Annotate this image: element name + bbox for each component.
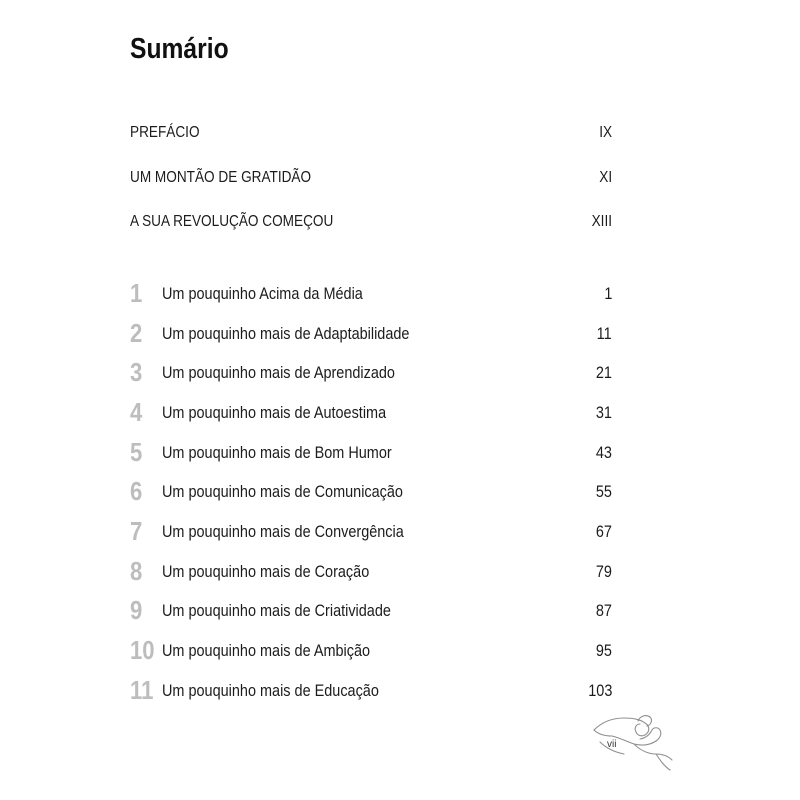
front-matter-item	[130, 200, 612, 245]
chapter-title: Um pouquinho mais de Autoestima	[162, 402, 387, 422]
chapter-number: 6	[130, 476, 143, 507]
chapter-title: Um pouquinho mais de Criatividade	[162, 601, 391, 621]
chapter-title: Um pouquinho mais de Comunicação	[162, 482, 403, 502]
hand-sketch-icon	[590, 708, 676, 774]
chapter-page: 55	[595, 482, 612, 502]
chapter-title: Um pouquinho mais de Convergência	[162, 521, 404, 541]
chapter-number: 5	[130, 436, 143, 467]
chapter-item	[130, 353, 612, 393]
footer-page-number: vii	[607, 739, 617, 750]
front-matter-list	[130, 111, 612, 245]
chapter-number: 1	[130, 277, 143, 308]
chapter-item	[130, 314, 612, 354]
chapter-page: 67	[595, 521, 612, 541]
chapter-number: 8	[130, 555, 143, 586]
chapter-title: Um pouquinho mais de Adaptabilidade	[162, 323, 410, 343]
page-title	[130, 32, 246, 66]
front-matter-page: IX	[599, 124, 612, 142]
chapter-title: Um pouquinho mais de Ambição	[162, 641, 371, 661]
chapter-page: 43	[595, 442, 612, 462]
chapter-page: 21	[595, 363, 612, 383]
front-matter-page: XIII	[591, 213, 612, 231]
chapter-item	[130, 512, 612, 552]
chapter-item	[130, 393, 612, 433]
chapter-page: 87	[595, 601, 612, 621]
front-matter-label: PREFÁCIO	[130, 124, 200, 142]
chapter-item	[130, 552, 612, 592]
chapter-page: 103	[587, 680, 612, 700]
chapter-number: 4	[130, 396, 143, 427]
chapter-item	[130, 631, 612, 671]
chapter-page: 11	[596, 323, 612, 343]
chapter-item	[130, 671, 612, 711]
page-title-text: Sumário	[130, 33, 229, 65]
chapter-title: Um pouquinho Acima da Média	[162, 283, 363, 303]
chapter-item	[130, 472, 612, 512]
chapter-number: 3	[130, 357, 143, 388]
chapter-item	[130, 274, 612, 314]
chapter-title: Um pouquinho mais de Coração	[162, 561, 370, 581]
chapter-number: 2	[130, 317, 143, 348]
front-matter-item	[130, 156, 612, 201]
chapter-title: Um pouquinho mais de Educação	[162, 680, 379, 700]
front-matter-page: XI	[599, 168, 612, 186]
chapter-list	[130, 274, 612, 711]
chapter-number: 11	[130, 674, 154, 705]
chapter-number: 7	[130, 515, 143, 546]
front-matter-label: UM MONTÃO DE GRATIDÃO	[130, 168, 312, 186]
chapter-item	[130, 433, 612, 473]
chapter-title: Um pouquinho mais de Aprendizado	[162, 363, 395, 383]
chapter-number: 9	[130, 595, 143, 626]
chapter-page: 1	[603, 283, 612, 303]
chapter-title: Um pouquinho mais de Bom Humor	[162, 442, 392, 462]
chapter-page: 31	[595, 402, 612, 422]
chapter-number: 10	[130, 635, 155, 666]
chapter-page: 79	[595, 561, 612, 581]
chapter-page: 95	[595, 641, 612, 661]
front-matter-item	[130, 111, 612, 156]
chapter-item	[130, 592, 612, 632]
front-matter-label: A SUA REVOLUÇÃO COMEÇOU	[130, 213, 334, 231]
